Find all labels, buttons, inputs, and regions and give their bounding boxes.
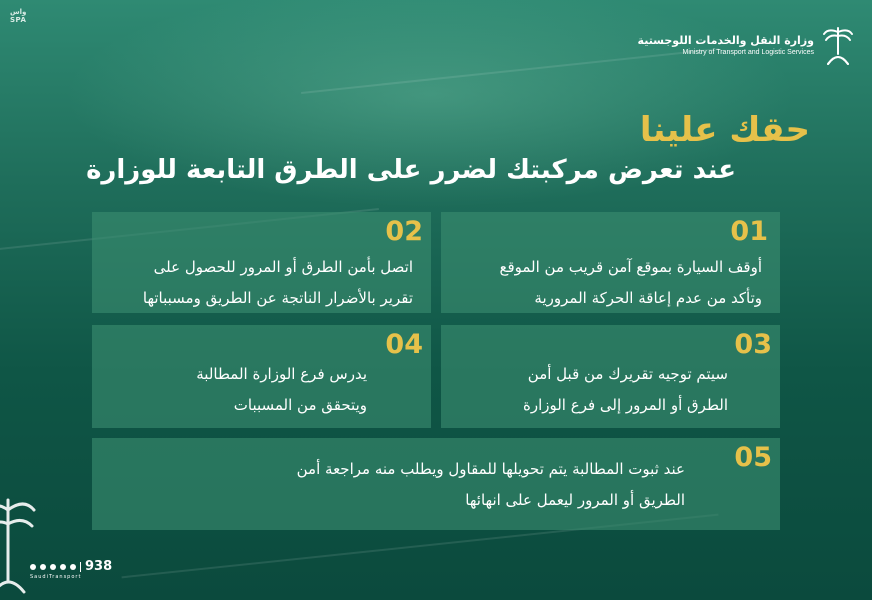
step-card-05 <box>92 438 780 530</box>
step-text-line: اتصل بأمن الطرق أو المرور للحصول على <box>153 258 413 276</box>
ministry-name-en: Ministry of Transport and Logistic Services <box>682 49 814 56</box>
ministry-name-ar: وزارة النقل والخدمات اللوجستية <box>637 34 814 47</box>
step-number: 05 <box>734 442 772 473</box>
step-text-line: يدرس فرع الوزارة المطالبة <box>196 365 367 383</box>
step-text <box>297 454 685 516</box>
step-text <box>523 359 728 421</box>
palm-emblem-icon <box>0 480 40 600</box>
step-text-line: عند ثبوت المطالبة يتم تحويلها للمقاول ويطلب منه مراجعة أمن <box>296 460 685 478</box>
step-text <box>196 359 367 421</box>
step-text-line: وتأكد من عدم إعاقة الحركة المرورية <box>534 289 762 307</box>
step-text-line: ويتحقق من المسببات <box>233 396 367 414</box>
step-text-line: تقرير بالأضرار الناتجة عن الطريق ومسبباتها <box>142 289 413 307</box>
step-card-02 <box>92 212 431 313</box>
palm-swords-icon <box>820 24 856 68</box>
ministry-brand <box>638 24 856 68</box>
divider <box>80 562 81 572</box>
step-text <box>143 252 413 314</box>
social-footer <box>30 559 112 574</box>
headline: حقك علينا <box>639 110 810 150</box>
snapchat-icon[interactable] <box>60 564 66 570</box>
twitter-icon[interactable] <box>70 564 76 570</box>
step-number: 04 <box>385 329 423 360</box>
spa-logo-line: واس <box>10 8 27 16</box>
step-number: 03 <box>734 329 772 360</box>
youtube-icon[interactable] <box>50 564 56 570</box>
subheadline: عند تعرض مركبتك لضرر على الطرق التابعة للوزارة <box>86 155 736 185</box>
step-text <box>499 252 762 314</box>
hotline-number: 938 <box>85 559 113 574</box>
step-card-01 <box>441 212 780 313</box>
step-card-04 <box>92 325 431 428</box>
instagram-icon[interactable] <box>30 564 36 570</box>
step-card-03 <box>441 325 780 428</box>
social-handle: SaudiTransport <box>30 574 82 580</box>
step-text-line: سيتم توجيه تقريرك من قبل أمن <box>527 365 728 383</box>
step-text-line: أوقف السيارة بموقع آمن قريب من الموقع <box>499 258 762 276</box>
spa-logo <box>10 8 26 24</box>
step-text-line: الطرق أو المرور إلى فرع الوزارة <box>522 396 728 414</box>
spa-logo-line: SPA <box>10 16 27 24</box>
step-number: 02 <box>385 216 423 247</box>
step-text-line: الطريق أو المرور ليعمل على انهائها <box>465 491 685 509</box>
facebook-icon[interactable] <box>40 564 46 570</box>
step-number: 01 <box>730 216 768 247</box>
